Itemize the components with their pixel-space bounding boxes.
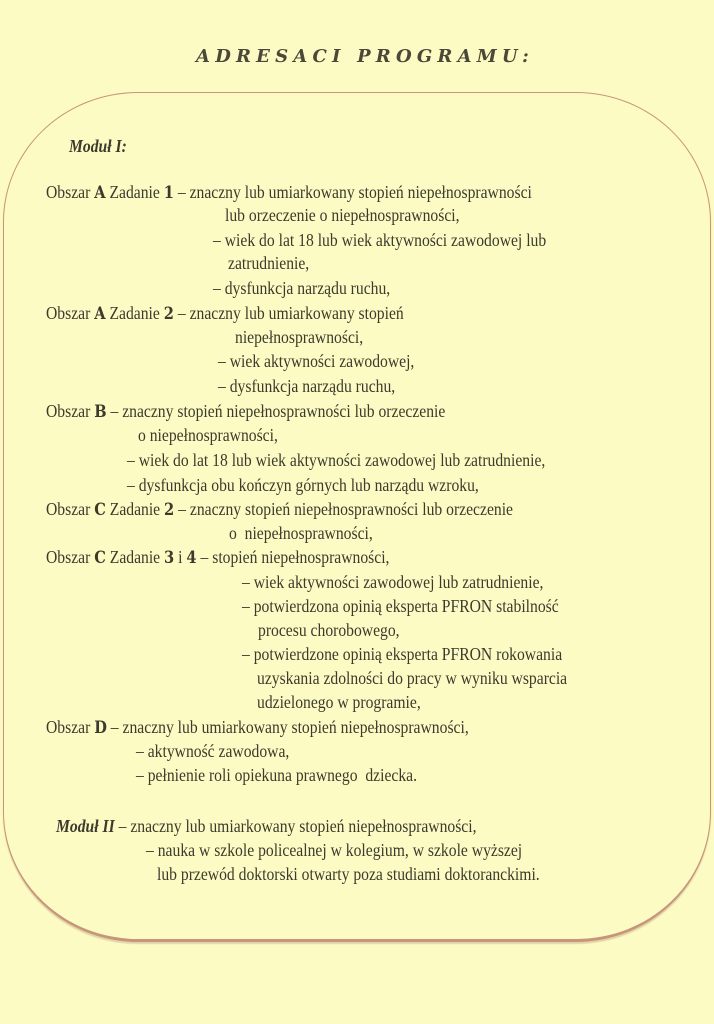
zadanie-number: 1 [163,183,174,203]
criterion-text: – wiek do lat 18 lub wiek aktywności zawodowej lub [213,230,547,250]
obszar-letter: C [94,500,106,520]
obszar-label: Obszar [46,182,95,202]
criterion-text: niepełnosprawności, [235,327,364,347]
criterion-text: udzielonego w programie, [257,692,421,712]
criterion-text: o niepełnosprawności, [229,523,373,543]
criterion-text: – dysfunkcja narządu ruchu, [213,278,391,298]
zadanie-label: Zadanie [105,547,165,567]
criterion-text: – znaczny stopień niepełnosprawności lub orzeczenie [174,499,514,519]
obszar-letter: C [94,548,106,568]
section-a2-heading [46,302,404,325]
obszar-label: Obszar [46,303,95,323]
criterion-text: – nauka w szkole policealnej w kolegium, w szkole wyższej [146,840,523,860]
criterion-text: – znaczny lub umiarkowany stopień niepełnosprawności [173,182,532,202]
obszar-label: Obszar [46,499,95,519]
section-d-heading [46,716,469,739]
section-c34-heading [46,546,389,569]
obszar-label: Obszar [46,401,95,421]
zadanie-number: 3 [164,548,175,568]
criterion-text: – potwierdzona opinią eksperta PFRON stabilność [242,596,559,616]
criterion-text: – wiek do lat 18 lub wiek aktywności zawodowej lub zatrudnienie, [127,450,546,470]
criterion-text: procesu chorobowego, [258,620,400,640]
criterion-text: zatrudnienie, [228,253,310,273]
obszar-letter: A [94,183,106,203]
zadanie-label: Zadanie [105,182,164,202]
obszar-letter: A [94,304,106,324]
zadanie-number: 4 [186,548,197,568]
zadanie-number: 2 [164,500,175,520]
conjunction: i [174,547,187,567]
criterion-text: lub przewód doktorski otwarty poza studiami doktoranckimi. [157,864,540,884]
criterion-text: – aktywność zawodowa, [136,741,290,761]
criterion-text: – znaczny lub umiarkowany stopień niepełnosprawności, [114,816,477,836]
section-c2-heading [46,498,513,521]
criterion-text: – znaczny lub umiarkowany stopień [173,303,404,323]
obszar-label: Obszar [46,717,95,737]
criterion-text: – znaczny stopień niepełnosprawności lub orzeczenie [106,401,446,421]
obszar-letter: D [94,718,107,738]
criterion-text: – wiek aktywności zawodowej lub zatrudnienie, [242,572,544,592]
criterion-text: – stopień niepełnosprawności, [196,547,390,567]
criterion-text: uzyskania zdolności do pracy w wyniku wsparcia [257,668,568,688]
criterion-text: – wiek aktywności zawodowej, [218,351,415,371]
criterion-text: lub orzeczenie o niepełnosprawności, [225,205,460,225]
section-b-heading [46,400,445,423]
criterion-text: – dysfunkcja obu kończyn górnych lub narządu wzroku, [127,475,479,495]
zadanie-number: 2 [163,304,174,324]
section-a1-heading [46,181,532,204]
criterion-text: – dysfunkcja narządu ruchu, [218,376,396,396]
obszar-label: Obszar [46,547,95,567]
criterion-text: – potwierdzone opinią eksperta PFRON rokowania [242,644,563,664]
page-title: ADRESACI PROGRAMU: [196,46,534,67]
criterion-text: – znaczny lub umiarkowany stopień niepełnosprawności, [106,717,469,737]
obszar-letter: B [94,402,107,422]
module-1-heading: Moduł I: [69,136,127,156]
zadanie-label: Zadanie [105,499,165,519]
criterion-text: o niepełnosprawności, [138,425,278,445]
zadanie-label: Zadanie [105,303,164,323]
module-2-label: Moduł II [56,816,115,836]
module-2-heading [56,815,477,837]
criterion-text: – pełnienie roli opiekuna prawnego dziecka. [136,765,418,785]
